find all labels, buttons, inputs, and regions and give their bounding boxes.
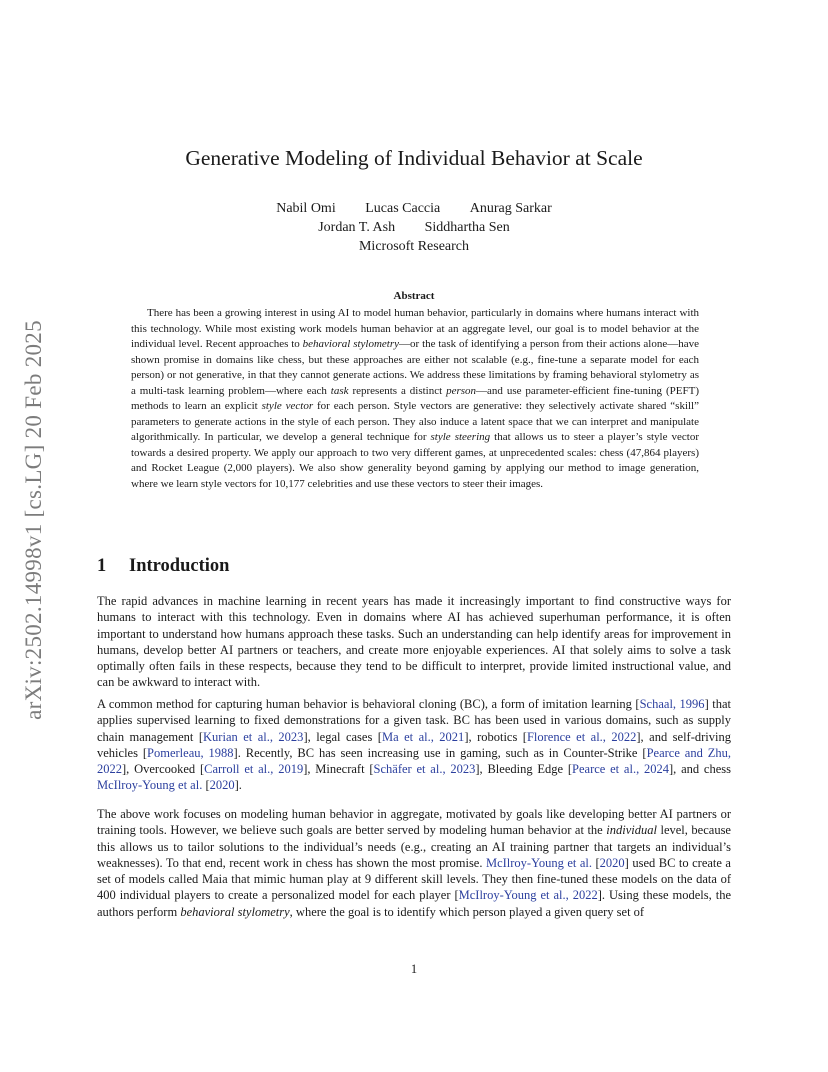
author-name: Anurag Sarkar	[469, 201, 552, 216]
intro-paragraph-2: A common method for capturing human behavior is behavioral cloning (BC), a form of imitation learning [Schaal, 1996] that applies supervised learning to fixed demonstrations for a given task. BC has been used in various domains, such as supply chain management [Kurian et al., 2023], legal cases [Ma et al., 2021], robotics [Florence et al., 2022], and self-driving vehicles [Pomerleau, 1988]. Recently, BC has seen increasing use in gaming, such as in Counter-Strike [Pearce and Zhu, 2022], Overcooked [Carroll et al., 2019], Minecraft [Schäfer et al., 2023], Bleeding Edge [Pearce et al., 2024], and chess McIlroy-Young et al. [2020].	[97, 697, 731, 793]
citation-link[interactable]: Pomerleau, 1988	[147, 745, 234, 760]
author-row-2	[0, 220, 828, 236]
arxiv-side-stamp	[14, 285, 54, 755]
citation-link[interactable]: McIlroy-Young et al., 2022	[458, 888, 598, 903]
citation-link[interactable]: Pearce et al., 2024	[572, 762, 669, 777]
abstract-heading: Abstract	[393, 290, 435, 302]
author-name: Nabil Omi	[276, 201, 336, 216]
author-affiliation: Microsoft Research	[358, 239, 470, 254]
section-heading-introduction	[97, 556, 229, 577]
page-number: 1	[410, 962, 418, 976]
intro-paragraph-1: The rapid advances in machine learning in recent years has made it increasingly important to find constructive ways for humans to interact with this technology. Even in domains where AI has achieved superhuman performance, it is often important to understand how humans approach these tasks. Such an understanding can help identify areas for improvement in humans, develop better AI partners or teachers, and create more enjoyable experiences. AI that solely aims to solve a task optimally often fails in these respects, because they tend to be difficult to interpret, provide limited instructional value, and can be awkward to interact with.	[97, 594, 731, 690]
section-title: Introduction	[129, 556, 230, 576]
citation-link[interactable]: McIlroy-Young et al.	[485, 855, 593, 870]
author-name: Lucas Caccia	[365, 201, 441, 216]
author-row-1	[0, 201, 828, 217]
author-name: Jordan T. Ash	[318, 220, 396, 235]
section-number: 1	[97, 556, 107, 576]
citation-link[interactable]: Ma et al., 2021	[381, 729, 465, 744]
intro-paragraph-3: The above work focuses on modeling human behavior in aggregate, motivated by goals like developing better AI partners or training tools. However, we believe such goals are better served by modeling human behavior at the individual level, because this allows us to tailor solutions to the individual’s needs (e.g., creating an AI training partner that targets an individual’s weaknesses). To that end, recent work in chess has shown the most promise. McIlroy-Young et al. [2020] used BC to create a set of models called Maia that mimic human play at 9 different skill levels. They then fine-tuned these models on the data of 400 individual players to create a personalized model for each player [McIlroy-Young et al., 2022]. Using these models, the authors perform behavioral stylometry, where the goal is to identify which person played a given query set of	[97, 807, 731, 919]
citation-link[interactable]: Carroll et al., 2019	[204, 762, 304, 777]
citation-link[interactable]: Kurian et al., 2023	[203, 729, 304, 744]
citation-link[interactable]: Pearce and Zhu, 2022	[97, 745, 731, 777]
citation-link[interactable]: 2020	[599, 855, 625, 870]
author-name: Siddhartha Sen	[424, 220, 510, 235]
citation-link[interactable]: 2020	[209, 778, 235, 793]
citation-link[interactable]: Florence et al., 2022	[526, 729, 637, 744]
citation-link[interactable]: McIlroy-Young et al.	[97, 778, 203, 793]
citation-link[interactable]: Schaal, 1996	[639, 697, 705, 711]
arxiv-identifier: arXiv:2502.14998v1 [cs.LG] 20 Feb 2025	[21, 320, 46, 720]
abstract-body: There has been a growing interest in using AI to model human behavior, particularly in domains where humans interact with this technology. While most existing work models human behavior at an aggregate level, our goal is to model behavior at the individual level. Recent approaches to behavioral stylometry—or the task of identifying a person from their actions alone—have shown promise in domains like chess, but these approaches are either not scalable (e.g., fine-tune a separate model for each person) or not generative, in that they cannot generate actions. We address these limitations by framing behavioral stylometry as a multi-task learning problem—where each task represents a distinct person—and use parameter-efficient fine-tuning (PEFT) methods to learn an explicit style vector for each person. Style vectors are generative: they selectively activate shared “skill” parameters to generate actions in the style of each person. They also induce a latent space that we can interpret and manipulate algorithmically. In particular, we develop a general technique for style steering that allows us to steer a player’s style vector towards a desired property. We apply our approach to two very different games, at unprecedented scales: chess (47,864 players) and Rocket League (2,000 players). We also show generality beyond gaming by applying our method to image generation, where we learn style vectors for 10,177 celebrities and use these vectors to steer their images.	[131, 307, 699, 490]
paper-title: Generative Modeling of Individual Behavior at Scale	[185, 146, 643, 170]
citation-link[interactable]: Schäfer et al., 2023	[373, 762, 476, 777]
